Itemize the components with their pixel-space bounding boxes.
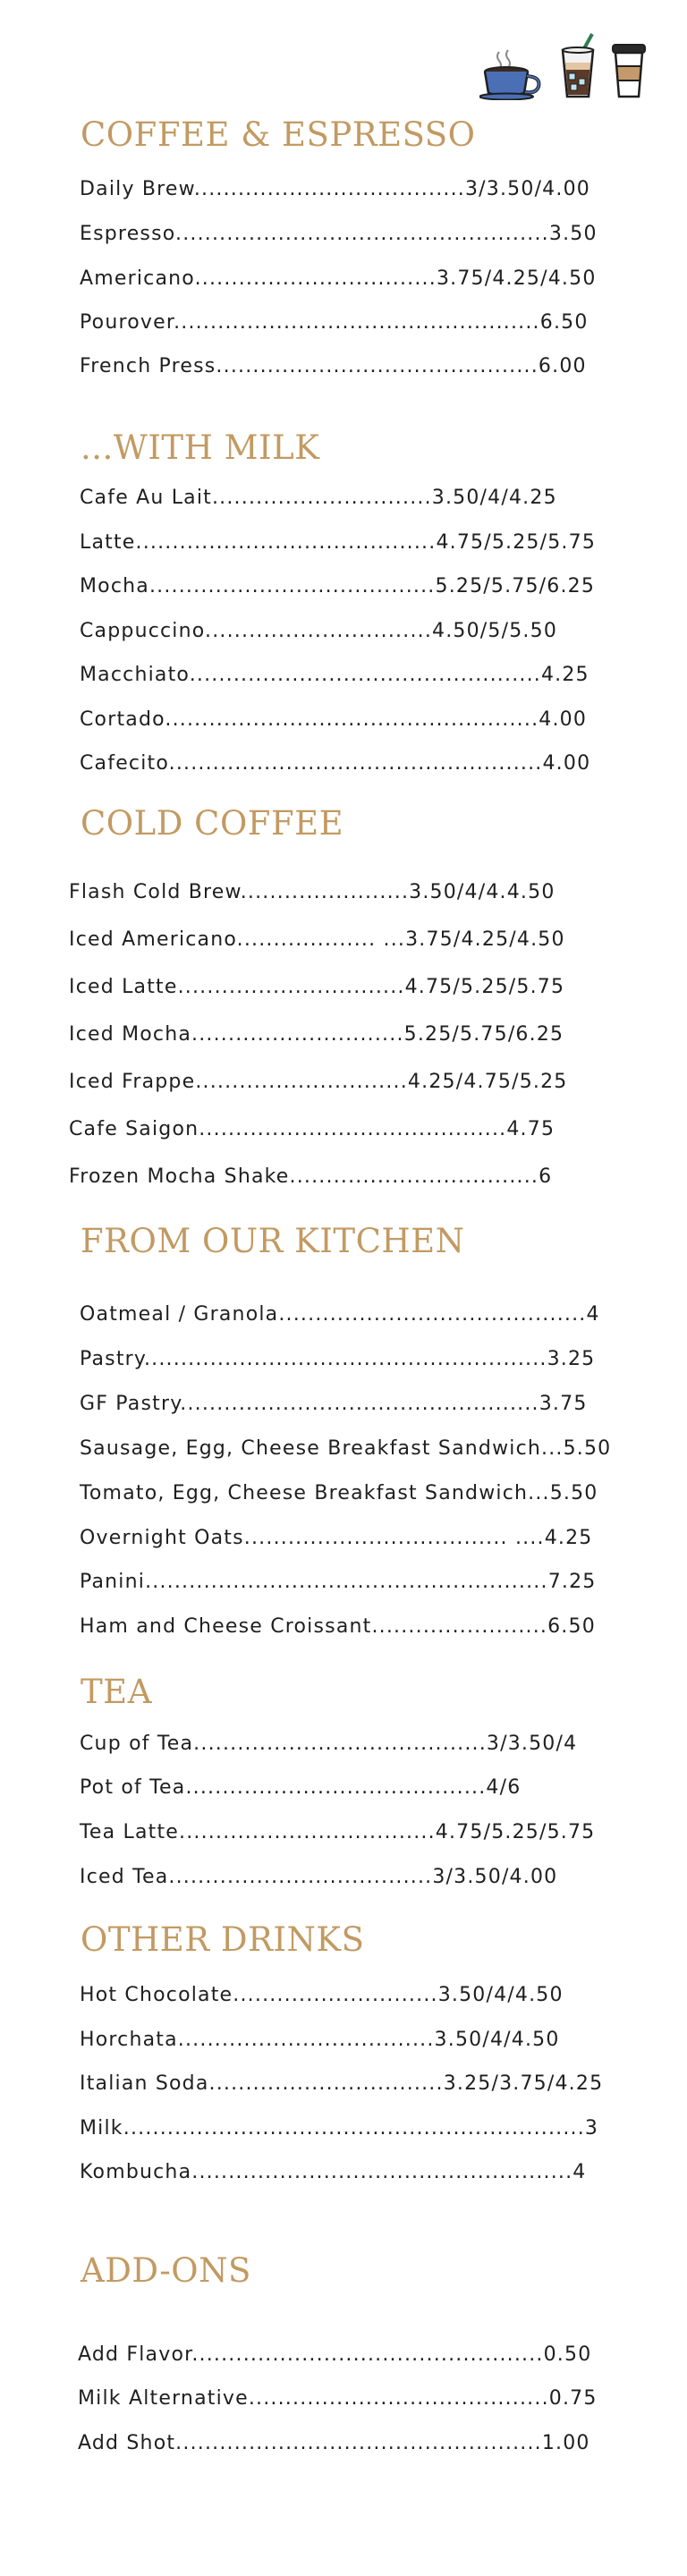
menu-item-pourover: Pourover..................................................6.50 — [80, 311, 589, 334]
menu-item-panini: Panini.......................................................7.25 — [80, 1571, 597, 1593]
section-title-cold-coffee: COLD COFFEE — [81, 804, 344, 843]
menu-item-gf-pastry: GF Pastry.................................................3.75 — [80, 1393, 588, 1415]
menu-item-mocha: Mocha.......................................5.25/5.75/6.25 — [80, 575, 596, 597]
menu-item-milk-alternative: Milk Alternative.........................................0.75 — [78, 2387, 598, 2410]
menu-item-cafecito: Cafecito...................................................4.00 — [80, 752, 591, 775]
section-title-tea: TEA — [81, 1673, 152, 1711]
menu-item-add-shot: Add Shot..................................................1.00 — [78, 2432, 590, 2454]
menu-item-iced-mocha: Iced Mocha.............................5.25/5.75/6.25 — [69, 1023, 564, 1046]
menu-item-french-press: French Press............................................6.00 — [80, 355, 587, 377]
section-title-with-milk: ...WITH MILK — [81, 428, 320, 467]
menu-item-add-flavor: Add Flavor................................................0.50 — [78, 2343, 592, 2366]
hot-coffee-cup-icon — [479, 48, 546, 100]
menu-item-frozen-mocha-shake: Frozen Mocha Shake..................................6 — [69, 1165, 553, 1188]
menu-item-americano: Americano.................................3.75/4.25/4.50 — [80, 267, 597, 290]
menu-item-iced-tea: Iced Tea....................................3/3.50/4.00 — [80, 1866, 558, 1888]
menu-item-kombucha: Kombucha....................................................4 — [80, 2161, 587, 2183]
menu-item-oatmeal-granola: Oatmeal / Granola..........................................4 — [80, 1303, 600, 1326]
menu-item-milk: Milk...............................................................3 — [80, 2117, 599, 2140]
menu-item-flash-cold-brew: Flash Cold Brew.......................3.50/4/4.4.50 — [69, 881, 556, 903]
menu-item-cortado: Cortado...................................................4.00 — [80, 708, 588, 731]
menu-item-pot-of-tea: Pot of Tea.........................................4/6 — [80, 1776, 522, 1799]
menu-item-daily-brew: Daily Brew.....................................3/3.50/4.00 — [80, 178, 590, 200]
menu-item-cappuccino: Cappuccino...............................4.50/5/5.50 — [80, 620, 558, 642]
menu-item-latte: Latte.........................................4.75/5.25/5.75 — [80, 531, 597, 554]
menu-item-macchiato: Macchiato................................................4.25 — [80, 664, 589, 686]
takeaway-coffee-cup-icon — [610, 39, 648, 100]
menu-item-hot-chocolate: Hot Chocolate............................3.50/4/4.50 — [80, 1984, 564, 2006]
menu-item-tomato-sandwich: Tomato, Egg, Cheese Breakfast Sandwich...5.50 — [80, 1482, 598, 1504]
menu-item-italian-soda: Italian Soda................................3.25/3.75/4.25 — [80, 2072, 604, 2095]
menu-item-tea-latte: Tea Latte...................................4.75/5.25/5.75 — [80, 1821, 596, 1843]
menu-item-cafe-saigon: Cafe Saigon..........................................4.75 — [69, 1118, 556, 1140]
menu-item-espresso: Espresso...................................................3.50 — [80, 223, 598, 245]
section-title-other-drinks: OTHER DRINKS — [81, 1920, 365, 1959]
section-title-from-our-kitchen: FROM OUR KITCHEN — [81, 1222, 465, 1260]
header-icons — [479, 32, 648, 100]
section-title-add-ons: ADD-ONS — [81, 2251, 251, 2290]
section-title-coffee-espresso: COFFEE & ESPRESSO — [81, 115, 476, 154]
menu-item-cafe-au-lait: Cafe Au Lait..............................3.50/4/4.25 — [80, 487, 557, 509]
menu-item-overnight-oats: Overnight Oats.................................... ....4.25 — [80, 1527, 593, 1549]
menu-item-horchata: Horchata...................................3.50/4/4.50 — [80, 2029, 560, 2051]
menu-item-iced-americano: Iced Americano................... ...3.75/4.25/4.50 — [69, 928, 565, 951]
iced-coffee-cup-icon — [558, 32, 598, 100]
menu-item-iced-latte: Iced Latte...............................4.75/5.25/5.75 — [69, 976, 565, 998]
menu-item-sausage-sandwich: Sausage, Egg, Cheese Breakfast Sandwich...5.50 — [80, 1437, 612, 1460]
menu-item-pastry: Pastry.......................................................3.25 — [80, 1348, 596, 1370]
menu-item-iced-frappe: Iced Frappe.............................4.25/4.75/5.25 — [69, 1071, 568, 1093]
menu-item-cup-of-tea: Cup of Tea........................................3/3.50/4 — [80, 1733, 578, 1755]
menu-item-ham-cheese-croissant: Ham and Cheese Croissant........................6.50 — [80, 1615, 596, 1638]
